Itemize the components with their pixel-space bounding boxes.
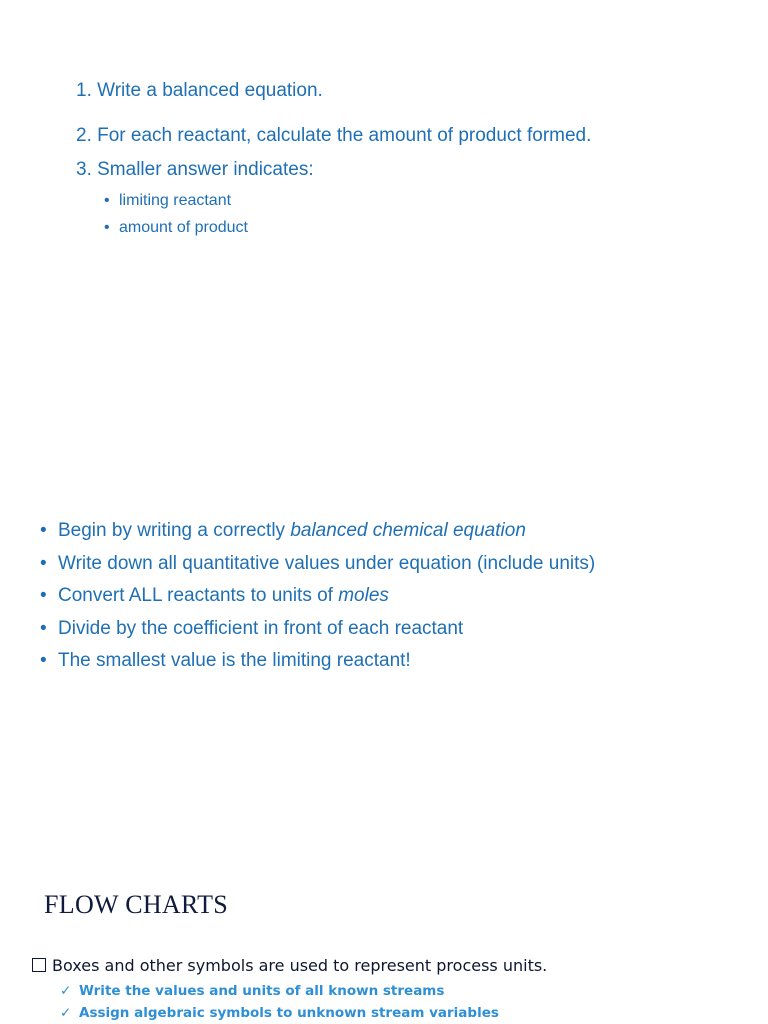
bullet-icon: • bbox=[40, 585, 47, 606]
bullet-icon: • bbox=[40, 520, 47, 541]
step-item: 1. Write a balanced equation. bbox=[76, 80, 323, 101]
bullet-list-item bbox=[40, 613, 760, 646]
bullet-text: Divide by the coefficient in front of each reactant bbox=[58, 617, 464, 639]
step-item: 3. Smaller answer indicates: bbox=[76, 159, 314, 180]
sub-item-text: limiting reactant bbox=[119, 192, 232, 209]
bullet-text: Begin by writing a correctly bbox=[58, 520, 291, 541]
sub-list-item bbox=[104, 187, 248, 214]
step-sub-list bbox=[104, 187, 248, 241]
bullet-icon: • bbox=[40, 552, 47, 574]
bullet-emphasis: moles bbox=[338, 585, 389, 606]
bullet-list-item bbox=[40, 580, 760, 613]
checkbox-icon bbox=[32, 958, 46, 972]
bullet-emphasis: balanced chemical equation bbox=[290, 520, 526, 541]
flow-main-text: Boxes and other symbols are used to represent process units. bbox=[52, 956, 548, 975]
bullet-text: Convert ALL reactants to units of bbox=[58, 585, 339, 606]
bullet-list-item bbox=[40, 645, 760, 678]
bullet-icon: • bbox=[104, 192, 110, 209]
flow-sub-text: Assign algebraic symbols to unknown stream variables bbox=[79, 1005, 499, 1021]
sub-item-text: amount of product bbox=[119, 219, 248, 236]
bullet-list-item bbox=[40, 515, 760, 548]
flow-sub-item bbox=[60, 1005, 499, 1021]
checkmark-icon: ✓ bbox=[60, 983, 72, 999]
bullet-icon: • bbox=[40, 650, 47, 671]
sub-list-item bbox=[104, 214, 248, 241]
flow-sub-text: Write the values and units of all known streams bbox=[79, 983, 445, 999]
step-item: 2. For each reactant, calculate the amount of product formed. bbox=[76, 125, 592, 146]
flow-sub-item bbox=[60, 983, 444, 999]
bullet-icon: • bbox=[104, 219, 110, 236]
bullet-list-item bbox=[40, 548, 760, 581]
checkmark-icon: ✓ bbox=[60, 1005, 72, 1021]
bullet-text: The smallest value is the limiting reactant! bbox=[58, 650, 411, 671]
bullet-icon: • bbox=[40, 617, 47, 639]
bullet-list bbox=[40, 515, 760, 678]
flow-main-item bbox=[32, 956, 547, 975]
flow-charts-heading: FLOW CHARTS bbox=[44, 890, 229, 919]
bullet-text: Write down all quantitative values under equation (include units) bbox=[58, 552, 596, 574]
